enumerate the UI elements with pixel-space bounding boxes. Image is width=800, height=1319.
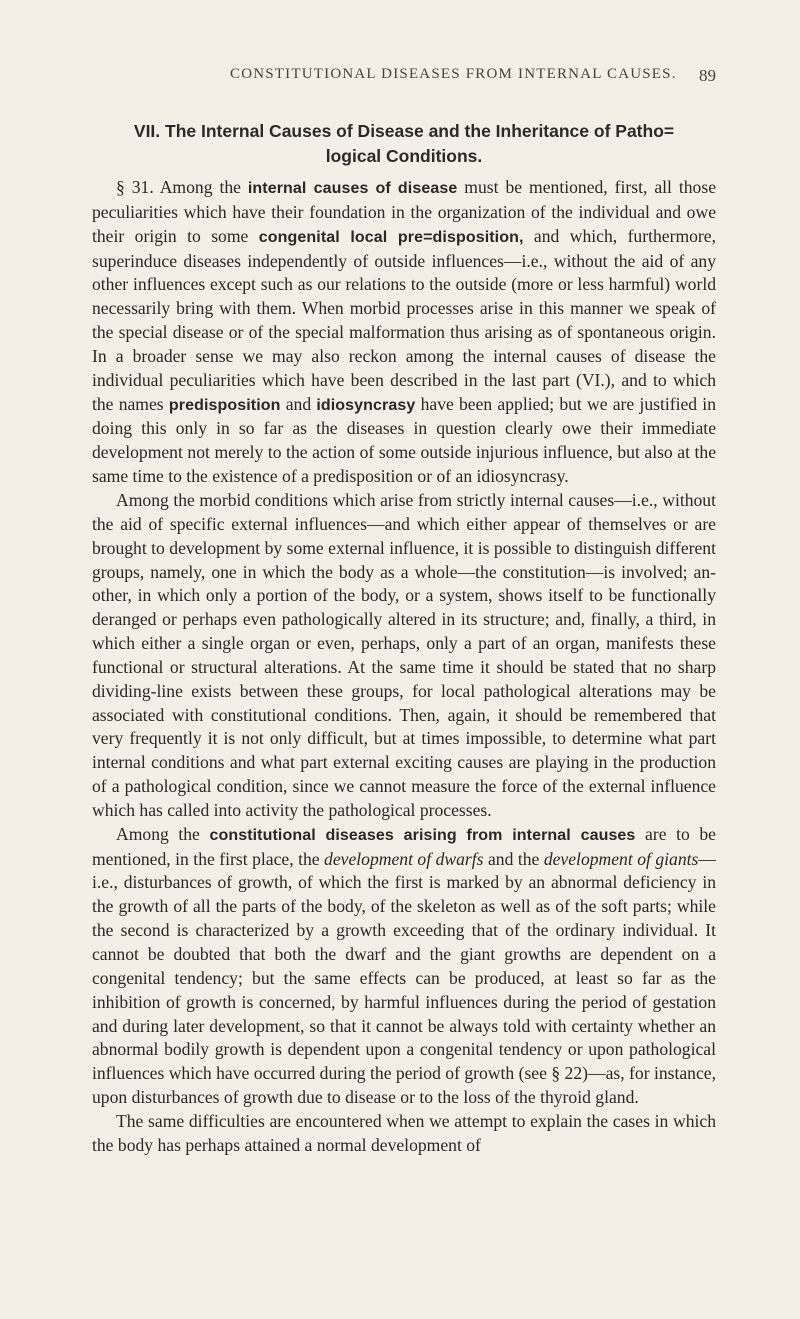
paragraph-1 (92, 176, 716, 489)
term-congenital-predisposition: congenital local pre=disposition, (258, 228, 524, 246)
paragraph-4: The same difficulties are encountered when we attempt to explain the cases in which the body has perhaps attained a normal development of (92, 1110, 716, 1155)
running-title: CONSTITUTIONAL DISEASES FROM INTERNAL CAUSES. (230, 66, 677, 82)
paragraph-3-text-2: are to be mentioned, in the first place, the (92, 823, 716, 869)
section-heading-line-1: VII. The Internal Causes of Disease and the Inheritance of Patho= (133, 121, 675, 141)
paragraph-1-text-3: and which, furthermore, superinduce diseases independently of outside influences—i.e., without the aid of any other influences except such as our relations to the outside (more or less harmful) world necessarily bring with them. When morbid processes arise in this manner we speak of the special disease or of the special malformation thus arising as of spontaneous origin. In a broader sense we may also reckon among the internal causes of disease the individual peculiarities which have been described in the last part (VI.), and to which the names (92, 225, 716, 414)
term-development-of-giants: development of giants (543, 848, 699, 869)
term-internal-causes: internal causes of disease (247, 180, 458, 197)
term-constitutional-diseases: constitutional diseases arising from internal causes (209, 826, 636, 844)
running-head (92, 66, 716, 86)
term-development-of-dwarfs: development of dwarfs (324, 848, 484, 869)
paragraph-3-text-1: Among the (116, 823, 210, 844)
paragraph-1-text-2: must be mentioned, first, all those peculiarities which have their foundation in the organization of the individual and owe their origin to some (92, 177, 717, 246)
term-predisposition: predisposition (168, 396, 281, 414)
section-heading (92, 119, 716, 169)
paragraph-1-text-5: have been applied; but we are justified in doing this only in so far as the diseases in question clearly owe their immediate development not merely to the action of some outside injurious influence, but also at the same time to the existence of a predisposition or of an idiosyncrasy. (92, 393, 716, 487)
paragraph-3 (92, 823, 716, 1110)
body-text (92, 176, 716, 1158)
paragraph-1-text-4: and (280, 393, 317, 414)
paragraph-3-text-3: and the (483, 848, 544, 869)
section-heading-line-2: logical Conditions. (325, 146, 483, 166)
paragraph-1-text-1: § 31. Among the (116, 177, 248, 197)
paragraph-3-text-4: —i.e., disturbances of growth, of which the first is marked by an abnormal deficiency in the growth of all the parts of the body, of the skeleton as well as of the soft parts; while the second is characterized by a growth exceeding that of the ordinary individual. It cannot be doubted that both the dwarf and the giant growths are dependent on a congenital tendency; but the same effects can be produced, at least so far as the inhibition of growth is concerned, by harmful influences during the period of gestation and during later development, so that it cannot be always told with certainty whether an abnormal bodily growth is dependent upon a congenital tendency or upon pathological influences which have occurred during the period of growth (see § 22)—as, for instance, upon disturbances of growth due to disease or to the loss of the thyroid gland. (92, 848, 716, 1108)
term-idiosyncrasy: idiosyncrasy (316, 396, 416, 414)
page-number: 89 (699, 66, 716, 85)
paragraph-2: Among the morbid conditions which arise from strictly internal causes—i.e., without the aid of specific external influences—and which either appear of themselves or are brought to development by some external influence, it is possible to distinguish different groups, namely, one in which the body as a whole—the constitution—is involved; another, in which only a portion of the body, or a system, shows itself to be functionally deranged or perhaps even pathologically altered in its structure; and, finally, a third, in which either a single organ or even, perhaps, only a part of an organ, manifests these functional or structural alterations. At the same time it should be stated that no sharp dividing-line exists between these groups, for local pathological alterations may be associated with constitutional conditions. Then, again, it should be remembered that very frequently it is not only difficult, but at times impossible, to determine what part internal conditions and what part external exciting causes are playing in the production of a pathological condition, since we cannot measure the force of the external influence which has called into activity the pathological processes. (92, 489, 716, 820)
